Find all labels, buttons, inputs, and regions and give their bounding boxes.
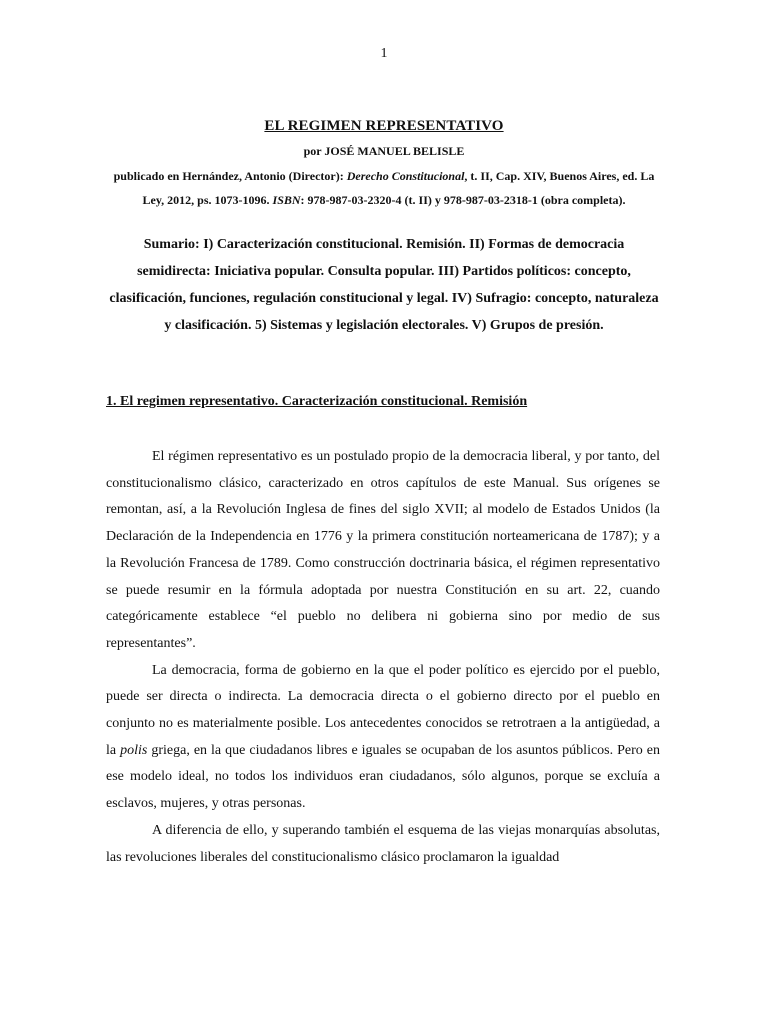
body-paragraph-2 bbox=[106, 658, 660, 818]
section-heading: 1. El regimen representativo. Caracterización constitucional. Remisión bbox=[106, 394, 528, 409]
body-paragraph-1: El régimen representativo es un postulado propio de la democracia liberal, y por tanto, del constitucionalismo clásico, caracterizado en otros capítulos de este Manual. Sus orígenes se remontan, así, a la Revolución Inglesa de fines del siglo XVII; al modelo de Estados Unidos (la Declaración de la Independencia en 1776 y la primera constitución norteamericana de 1787); y a la Revolución Francesa de 1789. Como construcción doctrinaria básica, el régimen representativo se puede resumir en la fórmula adoptada por nuestra Constitución en su art. 22, cuando categóricamente establece “el pueblo no delibera ni gobierna sino por medio de sus representantes”. bbox=[106, 449, 660, 651]
publication-citation bbox=[106, 164, 662, 212]
author-line: por JOSÉ MANUEL BELISLE bbox=[303, 144, 465, 158]
paragraph-2-text-start: La democracia, forma de gobierno en la que el poder político es ejercido por el pueblo, puede ser directa o indirecta. La democracia directa o el gobierno directo por el pueblo en conjunto no es materialmente posible. Los antecedentes conocidos se retrotraen a la antigüedad, a la bbox=[106, 662, 660, 758]
citation-suffix: : 978-987-03-2320-4 (t. II) y 978-987-03-2318-1 (obra completa). bbox=[300, 193, 626, 207]
body-paragraph-3: A diferencia de ello, y superando también el esquema de las viejas monarquías absolutas, las revoluciones liberales del constitucionalismo clásico proclamaron la igualdad bbox=[106, 822, 660, 865]
document-title: EL REGIMEN REPRESENTATIVO bbox=[264, 118, 504, 134]
citation-book-title: Derecho Constitucional bbox=[346, 169, 465, 183]
paragraph-2-text-end: griega, en la que ciudadanos libres e iguales se ocupaban de los asuntos públicos. Pero en ese modelo ideal, no todos los individuos eran ciudadanos, sólo algunos, porque se excluía a esclavos, mujeres, y otras personas. bbox=[106, 742, 660, 812]
paragraph-2-italic-term: polis bbox=[120, 742, 148, 758]
body-text bbox=[106, 444, 660, 871]
citation-isbn-label: ISBN bbox=[272, 193, 301, 207]
summary-block: Sumario: I) Caracterización constitucional. Remisión. II) Formas de democracia semidirecta: Iniciativa popular. Consulta popular. III) Partidos políticos: concepto, clasificación, funciones, regulación constitucional y legal. IV) Sufragio: concepto, naturaleza y clasificación. 5) Sistemas y legislación electorales. V) Grupos de presión. bbox=[109, 237, 659, 333]
citation-middle: , t. II, Cap. XIV, Buenos Aires, ed. La Ley, 2012, ps. 1073-1096. bbox=[142, 169, 655, 207]
citation-prefix: publicado en Hernández, Antonio (Director): bbox=[113, 169, 347, 183]
page-number: 1 bbox=[380, 46, 388, 61]
